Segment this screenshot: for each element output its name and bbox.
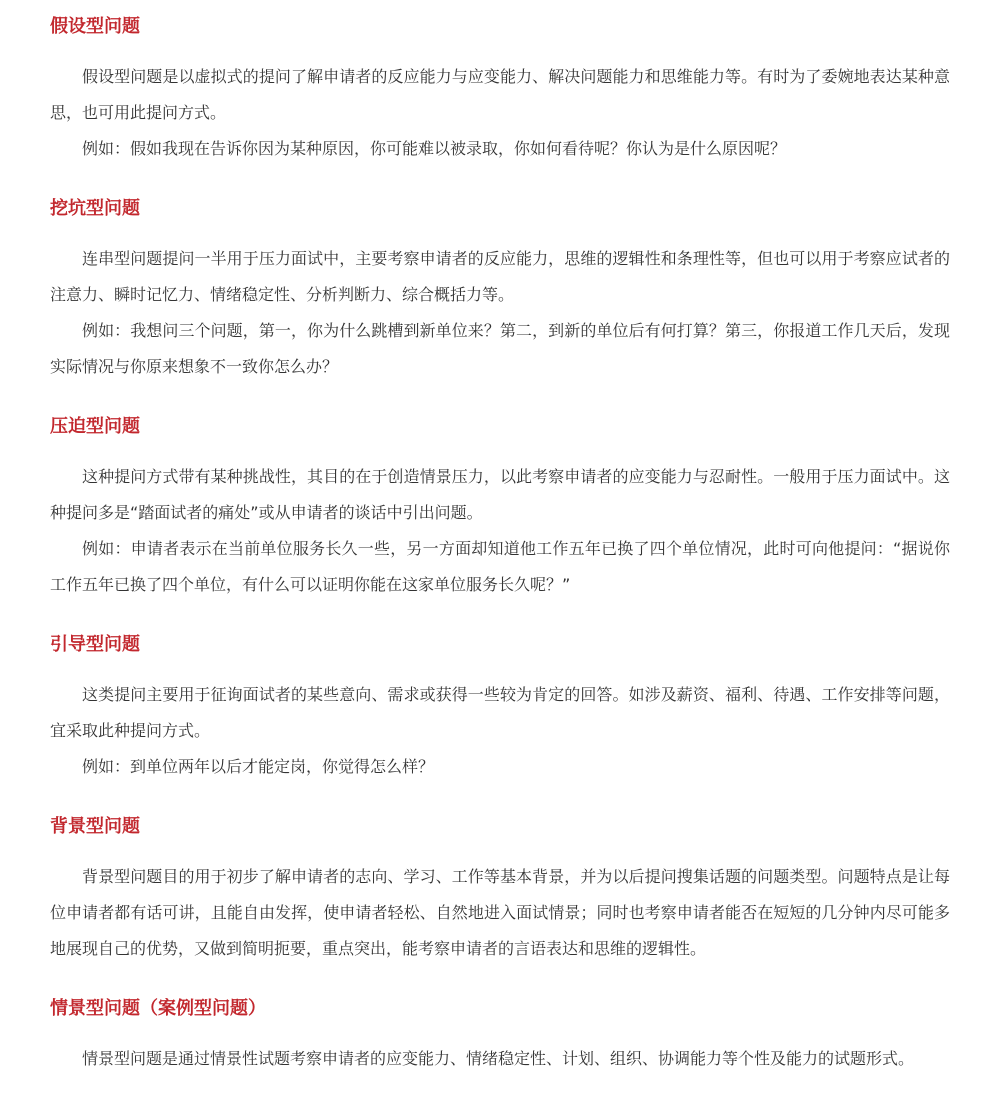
section-paragraph: 情景型问题是通过情景性试题考察申请者的应变能力、情绪稳定性、计划、组织、协调能力等个性及能力的试题形式。 <box>82 1049 915 1068</box>
section-title: 假设型问题 <box>50 16 140 37</box>
section-example: 例如：申请者表示在当前单位服务长久一些，另一方面却知道他工作五年已换了四个单位情况，此时可向他提问：“据说你工作五年已换了四个单位，有什么可以证明你能在这家单位服务长久呢？” <box>50 539 950 594</box>
section-paragraph: 这类提问主要用于征询面试者的某些意向、需求或获得一些较为肯定的回答。如涉及薪资、福利、待遇、工作安排等问题，宜采取此种提问方式。 <box>50 685 950 740</box>
section-example: 例如：假如我现在告诉你因为某种原因，你可能难以被录取，你如何看待呢？你认为是什么原因呢？ <box>82 139 787 158</box>
section-example: 例如：到单位两年以后才能定岗，你觉得怎么样？ <box>82 757 435 776</box>
section-background <box>50 785 950 967</box>
section-situational <box>50 967 950 1077</box>
section-leading <box>50 603 950 785</box>
section-paragraph: 背景型问题目的用于初步了解申请者的志向、学习、工作等基本背景，并为以后提问搜集话题的问题类型。问题特点是让每位申请者都有话可讲，且能自由发挥，使申请者轻松、自然地进入面试情景；同时也考察申请者能否在短短的几分钟内尽可能多地展现自己的优势，又做到简明扼要，重点突出，能考察申请者的言语表达和思维的逻辑性。 <box>50 867 950 958</box>
section-title: 压迫型问题 <box>50 416 140 437</box>
section-title: 背景型问题 <box>50 816 140 837</box>
section-trap <box>50 167 950 385</box>
section-title: 挖坑型问题 <box>50 198 140 219</box>
section-paragraph: 连串型问题提问一半用于压力面试中，主要考察申请者的反应能力，思维的逻辑性和条理性等，但也可以用于考察应试者的注意力、瞬时记忆力、情绪稳定性、分析判断力、综合概括力等。 <box>50 249 950 304</box>
section-paragraph: 假设型问题是以虚拟式的提问了解申请者的反应能力与应变能力、解决问题能力和思维能力等。有时为了委婉地表达某种意思，也可用此提问方式。 <box>50 67 950 122</box>
section-example: 例如：我想问三个问题，第一，你为什么跳槽到新单位来？第二，到新的单位后有何打算？第三，你报道工作几天后，发现实际情况与你原来想象不一致你怎么办？ <box>50 321 950 376</box>
section-title: 引导型问题 <box>50 634 140 655</box>
section-paragraph: 这种提问方式带有某种挑战性，其目的在于创造情景压力，以此考察申请者的应变能力与忍耐性。一般用于压力面试中。这种提问多是“踏面试者的痛处”或从申请者的谈话中引出问题。 <box>50 467 950 522</box>
section-pressure <box>50 385 950 603</box>
section-hypothetical <box>50 0 950 167</box>
section-title: 情景型问题（案例型问题） <box>50 998 266 1019</box>
